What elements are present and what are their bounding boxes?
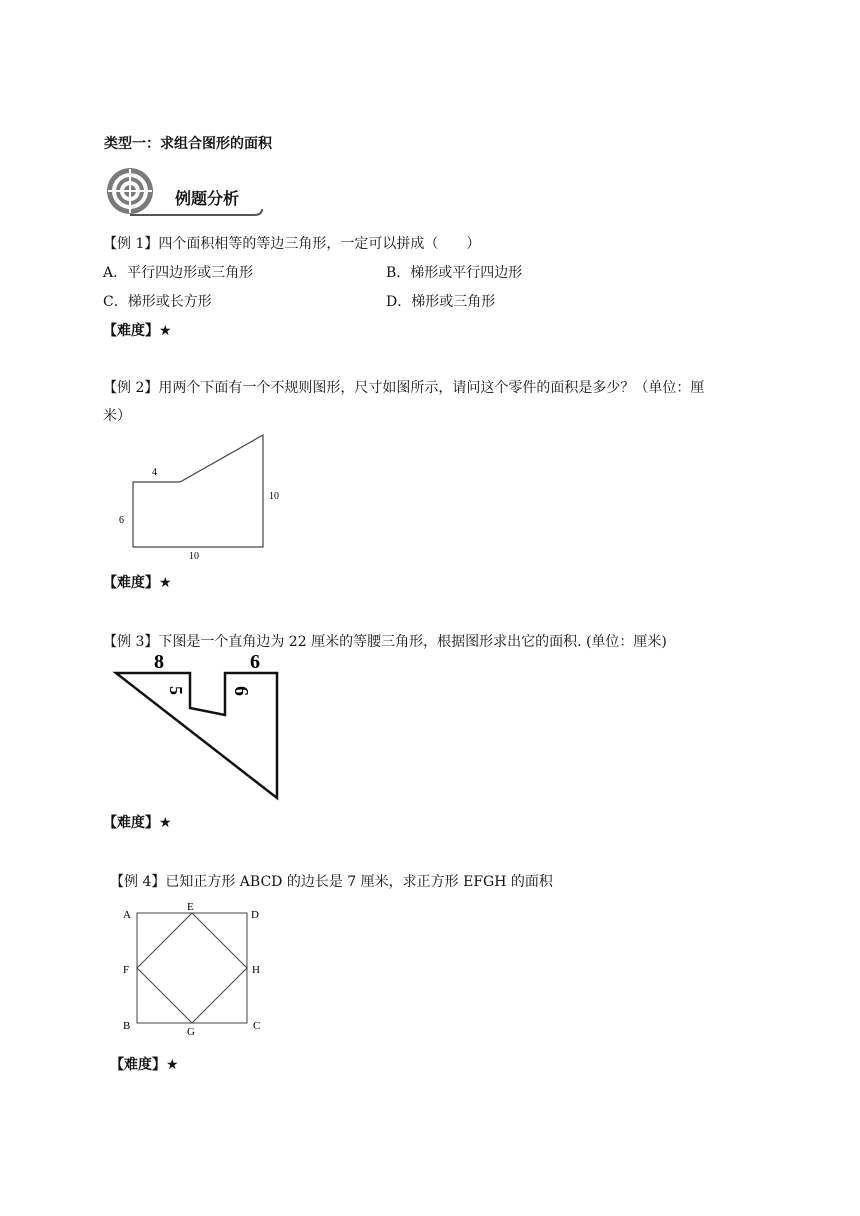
label-g: G xyxy=(187,1026,195,1038)
example1-option-b: B．梯形或平行四边形 xyxy=(386,265,523,281)
difficulty-star-icon: ★ xyxy=(159,815,172,831)
example3-question: 【例 3】下图是一个直角边为 22 厘米的等腰三角形，根据图形求出它的面积. (单位：厘米) xyxy=(103,634,667,650)
label-notch-right: 6 xyxy=(230,686,252,696)
difficulty-label: 【难度】 xyxy=(103,815,159,831)
label-top-right: 6 xyxy=(250,651,260,673)
difficulty-label: 【难度】 xyxy=(110,1057,166,1073)
label-h: H xyxy=(252,964,260,976)
difficulty-label: 【难度】 xyxy=(103,323,159,339)
square-abcd xyxy=(137,913,247,1023)
label-bottom: 10 xyxy=(189,551,199,562)
example4-difficulty xyxy=(110,1055,179,1075)
example4-figure xyxy=(115,898,275,1038)
example2-difficulty xyxy=(103,573,172,593)
example3-figure xyxy=(110,650,285,805)
example1-option-c: C．梯形或长方形 xyxy=(103,294,212,310)
target-icon xyxy=(107,168,153,214)
example1-option-a: A．平行四边形或三角形 xyxy=(103,265,254,281)
example1-option-d: D．梯形或三角形 xyxy=(386,294,496,310)
difficulty-star-icon: ★ xyxy=(159,575,172,591)
banner-label: 例题分析 xyxy=(175,189,240,208)
label-left: 6 xyxy=(119,515,124,526)
difficulty-label: 【难度】 xyxy=(103,575,159,591)
example3-difficulty xyxy=(103,813,172,833)
example2-question-line1: 【例 2】用两个下面有一个不规则图形，尺寸如图所示，请问这个零件的面积是多少？（单位：厘 xyxy=(103,380,705,396)
label-right: 10 xyxy=(269,491,279,502)
example2-figure xyxy=(110,428,290,568)
example1-question: 【例 1】四个面积相等的等边三角形，一定可以拼成（ ） xyxy=(103,236,481,252)
label-d: D xyxy=(251,909,259,921)
difficulty-star-icon: ★ xyxy=(159,323,172,339)
example-analysis-banner xyxy=(104,163,274,219)
label-f: F xyxy=(123,964,130,976)
label-b: B xyxy=(123,1020,131,1032)
square-efgh xyxy=(137,913,247,1023)
label-top-left: 8 xyxy=(154,651,164,673)
example4-question: 【例 4】已知正方形 ABCD 的边长是 7 厘米，求正方形 EFGH 的面积 xyxy=(110,874,553,890)
label-a: A xyxy=(123,909,131,921)
example1-difficulty xyxy=(103,321,172,341)
label-notch-left: 5 xyxy=(166,686,186,695)
difficulty-star-icon: ★ xyxy=(166,1057,179,1073)
example2-question-line2: 米） xyxy=(103,408,131,424)
label-e: E xyxy=(187,901,194,913)
label-top: 4 xyxy=(152,467,157,478)
label-c: C xyxy=(253,1020,261,1032)
section-title: 类型一：求组合图形的面积 xyxy=(104,136,272,152)
irregular-shape xyxy=(133,435,263,547)
